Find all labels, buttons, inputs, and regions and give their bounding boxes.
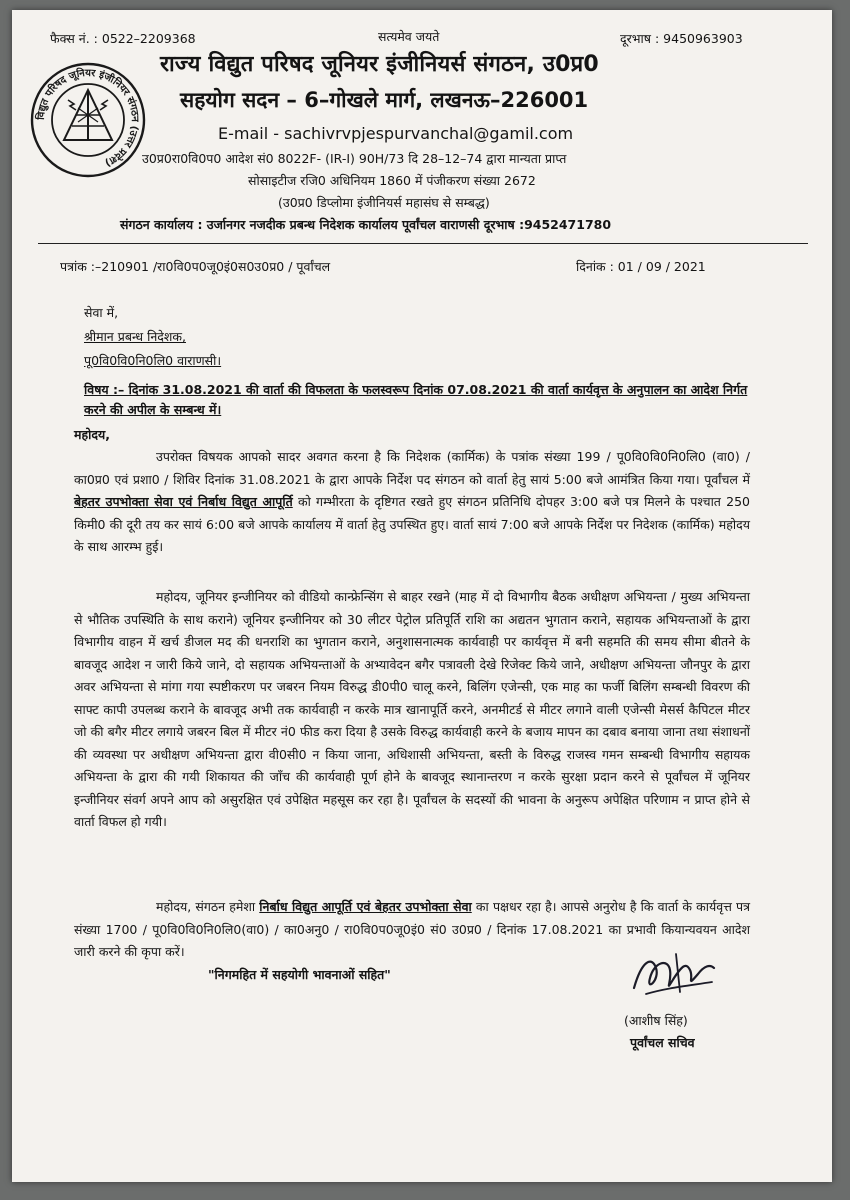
organization-name: राज्य विद्युत परिषद जूनियर इंजीनियर्स संगठन, उ0प्र0	[160, 52, 599, 77]
body-paragraph-1	[74, 446, 750, 559]
recognition-line: उ0प्र0रा0वि0प0 आदेश सं0 8022F- (IR-I) 90H/73 दि 28–12–74 द्वारा मान्यता प्राप्त	[142, 151, 567, 166]
affiliation-line: (उ0प्र0 डिप्लोमा इंजीनियर्स महासंघ से सम्बद्ध)	[278, 195, 490, 210]
phone-number: दूरभाष : 9450963903	[620, 31, 743, 46]
motto: सत्यमेव जयते	[378, 29, 440, 44]
organization-address: सहयोग सदन – 6–गोखले मार्ग, लखनऊ–226001	[180, 88, 589, 112]
letter-subject: विषय :– दिनांक 31.08.2021 की वार्ता की विफलता के फलस्वरूप दिनांक 07.08.2021 की वार्ता कार्यवृत्त के अनुपालन का आदेश निर्गत करने की अपील के सम्बन्ध में।	[84, 382, 748, 417]
reference-number: पत्रांक :–210901 /रा0वि0प0जू0इं0स0उ0प्र0 / पूर्वांचल	[60, 259, 331, 274]
registration-line: सोसाइटीज रजि0 अधिनियम 1860 में पंजीकरण संख्या 2672	[248, 173, 536, 188]
letter-date: दिनांक : 01 / 09 / 2021	[576, 259, 706, 274]
tower-seal-icon	[28, 60, 148, 180]
emphasis-text: बेहतर उपभोक्ता सेवा एवं निर्बाध विद्युत आपूर्ति	[74, 494, 293, 509]
paragraph-text: उपरोक्त विषयक आपको सादर अवगत करना है कि निदेशक (कार्मिक) के पत्रांक संख्या 199 / पू0वि0वि0नि0लि0 (वा0) / का0प्र0 एवं प्रशा0 / शिविर दिनांक 31.08.2021 के द्वारा आपके निर्देश पद संगठन को वार्ता हेतु सायं 5:00 बजे आमंत्रित किया गया। पूर्वांचल में	[74, 449, 750, 487]
salutation: महोदय,	[74, 427, 110, 442]
paragraph-text: महोदय, संगठन हमेशा	[156, 899, 260, 914]
paragraph-text: का पक्षधर रहा है। आपसे अनुरोध है कि वार्ता के कार्यवृत्त पत्र संख्या 1700 / पू0वि0वि0नि0लि0(वा0) / का0अनु0 / रा0वि0प0जू0इं0 सं0 उ0प्र0 / दिनांक 17.08.2021 का प्रभावी कियान्यवयन आदेश जारी करने की कृपा करें।	[74, 899, 750, 959]
signatory-designation: पूर्वांचल सचिव	[630, 1035, 695, 1050]
seal-ring-text: विद्युत परिषद जूनियर इंजीनियर संगठन (उत्तर प्रदेश)	[35, 67, 141, 169]
header-divider	[38, 243, 808, 244]
signature-mark	[616, 948, 726, 1010]
addressee-intro: सेवा में,	[84, 305, 119, 320]
paragraph-text: को गम्भीरता के दृष्टिगत रखते हुए संगठन प्रतिनिधि दोपहर 3:00 बजे पत्र मिलने के पश्चात 250 किमी0 की दूरी तय कर सायं 6:00 बजे आपके कार्यालय में वार्ता हेतु उपस्थित हुए। वार्ता सायं 7:00 बजे आपके निर्देश पर निदेशक (कार्मिक) महोदय के साथ आरम्भ हुई।	[74, 494, 751, 554]
letter-page	[12, 10, 832, 1182]
organization-seal	[28, 60, 148, 180]
addressee-title: श्रीमान प्रबन्ध निदेशक,	[84, 329, 186, 344]
emphasis-text: निर्बाध विद्युत आपूर्ति एवं बेहतर उपभोक्ता सेवा	[259, 899, 472, 914]
addressee-office: पू0वि0वि0नि0लि0 वाराणसी।	[84, 353, 222, 368]
fax-number: फैक्स नं. : 0522–2209368	[50, 31, 196, 46]
body-paragraph-2: महोदय, जूनियर इन्जीनियर को वीडियो कान्फ्रेन्सिंग से बाहर रखने (माह में दो विभागीय बैठक अधीक्षण अभियन्ता / मुख्य अभियन्ता से भौतिक उपस्थिति के साथ कराने) जूनियर इन्जीनियर को 30 लीटर पेट्रोल प्रतिपूर्ति राशि का अद्यतन भुगतान कराने, सहायक अभियन्ताओं के द्वारा विभागीय वाहन में खर्च डीजल मद की धनराशि का भुगतान कराने, अनुशासनात्मक कार्यवाही पर कार्यवृत्त में बनी सहमति की समय सीमा बीतने के बावजूद आदेश न जारी किये जाने, दो सहायक अभियन्ताओं के अभ्यावेदन बगैर पत्रावली देखे रिजेक्ट किये जाने, अधीक्षण अभियन्ता जौनपुर के द्वारा अवर अभियन्ता से मांगा गया स्पष्टीकरण पर जबरन नियम विरुद्ध डी0पी0 चालू करने, बिलिंग एजेन्सी, एक माह का फर्जी बिलिंग सम्बन्धी विवरण की साफ्ट कापी उपलब्ध कराने के बावजूद अभी तक कार्यवाही न करके मात्र खानापूर्ति करने, अनमीटर्ड से मीटर लगाने वाली एजेन्सी मेसर्स कैपिटल मीटर जो की बगैर मीटर लगाये जबरन बिल में मीटर नं0 फीड करा दिया है उसके विरुद्ध कार्यवाही करने के बजाय मापन का दबाव बनाया जाना तथा संशाधनों की व्यवस्था पर अधीक्षण अभियन्ता द्वारा वी0सी0 न किया जाना, अधिशासी अभियन्ता, बस्ती के विरुद्ध राजस्व गमन सम्बन्धी विभागीय सहायक अभियन्ता के द्वारा की गयी शिकायत की जाँच की कार्यवाही पूर्ण होने के बावजूद स्थानान्तरण न करके सुरक्षा प्रदान करने से पूर्वांचल में जूनियर इन्जीनियर संवर्ग अपने आप को असुरक्षित एवं उपेक्षित महसूस कर रहा है। पूर्वांचल के सदस्यों की भावना के अनुरूप अपेक्षित परिणाम न प्राप्त होने से वार्ता विफल हो गयी।	[74, 589, 750, 829]
closing-line: "निगमहित में सहयोगी भावनाओं सहित"	[208, 967, 391, 982]
email-address: E-mail - sachivrvpjespurvanchal@gamil.com	[218, 124, 574, 143]
handwritten-signature-icon	[616, 948, 726, 1010]
signatory-name: (आशीष सिंह)	[624, 1013, 688, 1028]
office-address: संगठन कार्यालय : उर्जानगर नजदीक प्रबन्ध निदेशक कार्यालय पूर्वांचल वाराणसी दूरभाष :9452471780	[120, 217, 612, 232]
